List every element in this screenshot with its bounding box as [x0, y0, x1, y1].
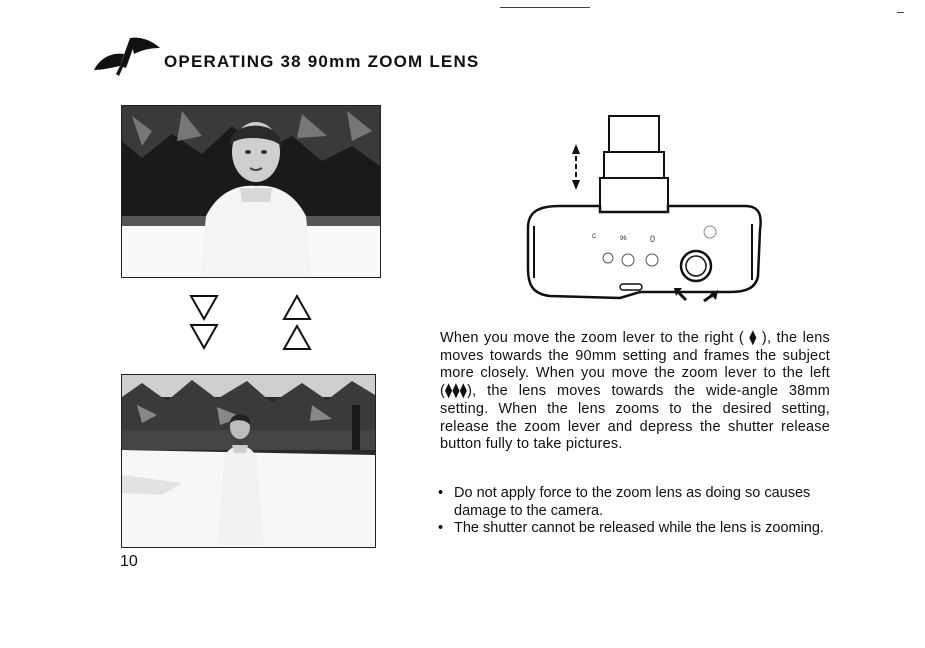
camera-logo-icon	[90, 30, 162, 78]
telephoto-example-photo	[121, 105, 381, 278]
zoom-instructions-text: When you move the zoom lever to the right ( ⧫ ), the lens moves towards the 90mm setting and frames the subject more closely. When you move the zoom lever to the left (⧫⧫⧫), the lens moves towards the wide-angle 38mm setting. When the lens zooms to the desired setting, release the zoom lever and depress the shutter release button fully to take pictures.	[440, 330, 830, 453]
page-number: 10	[120, 553, 138, 570]
bullet-icon: •	[438, 520, 444, 536]
zoom-direction-arrow-icon	[572, 144, 580, 190]
caution-notes-list	[438, 485, 832, 538]
triangle-up-icon	[281, 293, 313, 357]
top-rule	[500, 7, 590, 8]
top-tick	[897, 12, 904, 13]
page-title: OPERATING 38 90mm ZOOM LENS	[164, 52, 480, 71]
svg-text:0: 0	[650, 234, 656, 244]
caution-note-text: The shutter cannot be released while the lens is zooming.	[454, 520, 824, 536]
bullet-icon: •	[438, 485, 444, 501]
wide-angle-example-photo	[121, 374, 376, 548]
triangle-down-icon	[188, 293, 220, 357]
caution-note	[438, 485, 832, 520]
caution-note	[438, 520, 832, 538]
camera-zoom-diagram	[520, 108, 770, 318]
caution-note-text: Do not apply force to the zoom lens as doing so causes damage to the camera.	[454, 485, 811, 519]
svg-text:96: 96	[620, 236, 627, 242]
svg-text:C: C	[592, 234, 597, 240]
